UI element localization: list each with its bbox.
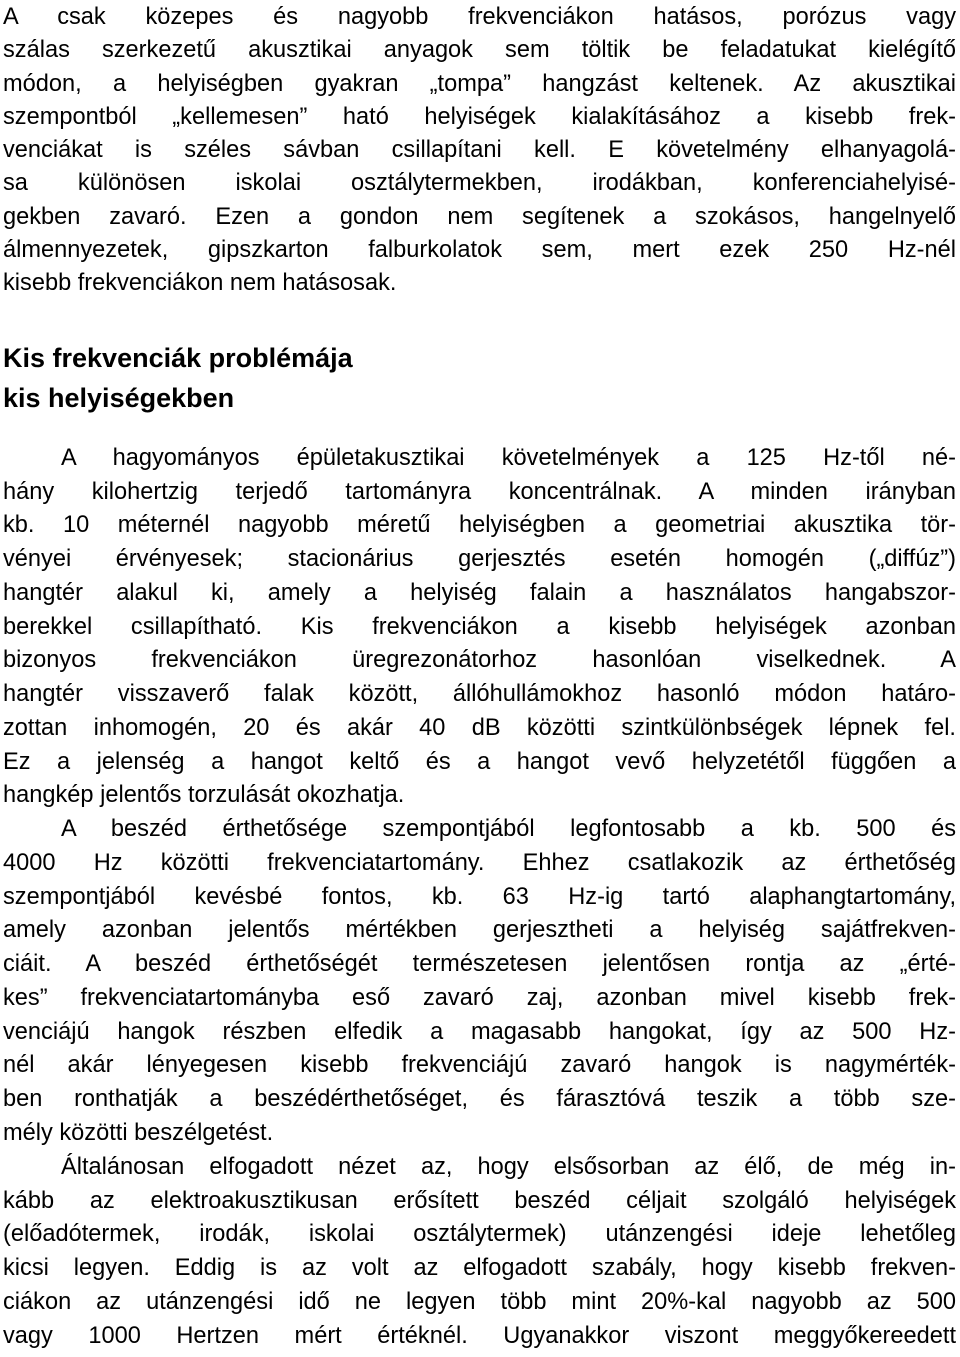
- text-line: hangkép jelentős torzulását okozhatja.: [3, 782, 405, 808]
- text-line: szempontból „kellemesen” ható helyiségek kialakításához a kisebb frek-: [3, 104, 956, 130]
- text-line: kisebb frekvenciákon nem hatásosak.: [3, 270, 397, 296]
- text-line: ben ronthatják a beszédérthetőséget, és fárasztóvá teszik a több sze-: [3, 1086, 956, 1112]
- text-line: sa különösen iskolai osztálytermekben, irodákban, konferenciahelyisé-: [3, 170, 956, 196]
- text-line: álmennyezetek, gipszkarton falburkolatok sem, mert ezek 250 Hz-nél: [3, 237, 956, 263]
- text-line: vagy 1000 Hertzen mért értéknél. Ugyanakkor viszont meggyőkereedett: [3, 1323, 956, 1349]
- text-line: szálas szerkezetű akusztikai anyagok sem töltik be feladatukat kielégítő: [3, 37, 956, 63]
- text-line: amely azonban jelentős mértékben gerjesztheti a helyiség sajátfrekven-: [3, 917, 956, 943]
- text-line: A hagyományos épületakusztikai követelmények a 125 Hz-től né-: [61, 445, 956, 471]
- heading-line: Kis frekvenciák problémája: [3, 343, 353, 373]
- text-line: Általánosan elfogadott nézet az, hogy elsősorban az élő, de még in-: [61, 1154, 956, 1180]
- text-line: hány kilohertzig terjedő tartományra koncentrálnak. A minden irányban: [3, 479, 956, 505]
- text-line: kicsi legyen. Eddig is az volt az elfogadott szabály, hogy kisebb frekven-: [3, 1255, 956, 1281]
- text-line: ciáit. A beszéd érthetőségét természetesen jelentősen rontja az „érté-: [3, 951, 956, 977]
- text-line: kább az elektroakusztikusan erősített beszéd céljait szolgáló helyiségek: [3, 1188, 956, 1214]
- text-line: ciákon az utánzengési idő ne legyen több mint 20%-kal nagyobb az 500: [3, 1289, 956, 1315]
- text-line: vényei érvényesek; stacionárius gerjesztés esetén homogén („diffúz”): [3, 546, 956, 572]
- text-line: Ez a jelenség a hangot keltő és a hangot vevő helyzetétől függően a: [3, 749, 956, 775]
- text-line: venciákat is széles sávban csillapítani kell. E követelmény elhanyagolá-: [3, 137, 956, 163]
- text-line: szempontjából kevésbé fontos, kb. 63 Hz-ig tartó alaphangtartomány,: [3, 884, 956, 910]
- text-line: mély közötti beszélgetést.: [3, 1120, 274, 1146]
- text-line: kes” frekvenciatartományba eső zavaró zaj, azonban mivel kisebb frek-: [3, 985, 956, 1011]
- text-line: nél akár lényegesen kisebb frekvenciájú zavaró hangok is nagymérték-: [3, 1052, 956, 1078]
- text-line: hangtér visszaverő falak között, állóhullámokhoz hasonló módon határo-: [3, 681, 956, 707]
- text-line: módon, a helyiségben gyakran „tompa” hangzást keltenek. Az akusztikai: [3, 71, 956, 97]
- text-line: berekkel csillapítható. Kis frekvenciákon a kisebb helyiségek azonban: [3, 614, 956, 640]
- heading-line: kis helyiségekben: [3, 383, 235, 413]
- text-line: zottan inhomogén, 20 és akár 40 dB közötti szintkülönbségek lépnek fel.: [3, 715, 956, 741]
- text-line: venciájú hangok részben elfedik a magasabb hangokat, így az 500 Hz-: [3, 1019, 956, 1045]
- text-line: A csak közepes és nagyobb frekvenciákon hatásos, porózus vagy: [3, 4, 956, 30]
- text-line: A beszéd érthetősége szempontjából legfontosabb a kb. 500 és: [61, 816, 956, 842]
- text-line: (előadótermek, irodák, iskolai osztálytermek) utánzengési ideje lehetőleg: [3, 1221, 956, 1247]
- text-line: gekben zavaró. Ezen a gondon nem segítenek a szokásos, hangelnyelő: [3, 204, 956, 230]
- text-line: kb. 10 méternél nagyobb méretű helyiségben a geometriai akusztika tör-: [3, 512, 956, 538]
- text-line: hangtér alakul ki, amely a helyiség falain a használatos hangabszor-: [3, 580, 956, 606]
- text-line: bizonyos frekvenciákon üregrezonátorhoz hasonlóan viselkednek. A: [3, 647, 956, 673]
- text-line: 4000 Hz közötti frekvenciatartomány. Ehhez csatlakozik az érthetőség: [3, 850, 956, 876]
